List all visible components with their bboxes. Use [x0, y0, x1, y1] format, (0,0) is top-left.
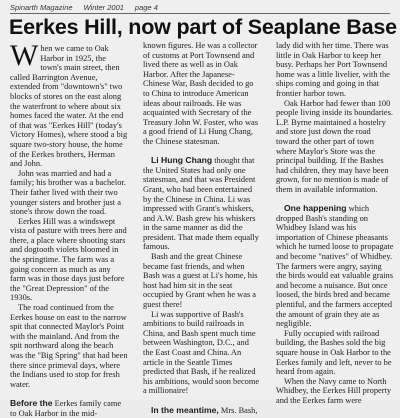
paragraph: Eerkes Hill was a windswept vista of pasture with trees here and there, a place where shooting stars and dogtooth violets bloomed in the springtime. The farm was a going concern as much as any farm was in those days just before the "Great Depression" of the 1930s.: [10, 216, 127, 303]
magazine-name: Spinarth Magazine: [10, 3, 73, 12]
issue-date: Winter 2001: [83, 3, 124, 12]
paragraph: Fully occupied with railroad building, the Bashes sold the big square house in Oak Harbor to the Eerkes family and left, never to be heard from again.: [276, 328, 392, 377]
drop-cap: W: [10, 39, 39, 72]
paragraph: Li was supportive of Bash's ambitions to build railroads in China, and Bash spent much time between Washington, D.C., and the East Coast and China. An article in the Seattle Times predicted that Bash, if he realized his ambitions, would soon become a millionaire!: [143, 309, 260, 396]
subhead: In the meantime,: [151, 404, 219, 415]
subhead: Before the: [10, 397, 53, 408]
header-rule: [10, 13, 390, 14]
paragraph: The road continued from the Eerkes house on east to the narrow spit that connected Maylor's Point with the mainland. And from the spit northward along the beach was the "Big Spring" that had been there since primeval days, where the Indians used to stop for fresh water.: [10, 303, 128, 389]
paragraph: When the Navy came to North Whidbey, the Eerkes Hill property and the Eerkes farm were: [276, 376, 392, 405]
column-1: [10, 39, 128, 418]
paragraph: lady did with her time. There was little in Oak Harbor to keep her busy. Perhaps her Port Townsend home was a little livelier, with the ships coming and going in that frontier harbor town.: [276, 41, 390, 98]
paragraph: Before the Eerkes family came to Oak Harbor in the mid-: [10, 397, 122, 418]
subhead: Li Hung Chang: [151, 155, 213, 166]
paragraph: known figures. He was a collector of customs at Port Townsend and lived there as well as in Oak Harbor. After the Japanese-Chinese War, Bash decided to go to China to introduce American ideas about railroads. He was acquainted with Secretary of the Treasury John W. Foster, who was a good friend of Li Hung Chang, the Chinese statesman.: [143, 41, 258, 146]
running-header: [10, 3, 385, 12]
paragraph: Li Hung Chang thought that the United States had only one statesman, and that was President Grant, who had been entertained by the Chinese in China. Li was impressed with Grant's whiskers, and A.W. Bash grew his whiskers in the same manner as did the president. That made them equally famous.: [143, 155, 259, 252]
paragraph: Oak Harbor had fewer than 100 people living inside its boundaries. L.P. Byrne maintained a hostelry and store just down the road toward the other part of town where Maylor's Store was the principal building. If the Bashes had children, they may have been grown, for no mention is made of them in available information.: [276, 98, 394, 194]
paragraph: When we came to Oak Harbor in 1925, the town's main street, then called Barrington Avenue, extended from "downtown's" two blocks of stores on the east along the waterfront to where about six homes faced the water. At the end of that was "Eerkes Hill" (today's Victory Homes), where stood a big square two-story house, the home of the Eerkes brothers, Herman and John.: [10, 39, 128, 169]
subhead: One happening: [284, 203, 347, 214]
page-number: page 4: [134, 3, 158, 12]
article-headline: Eerkes Hill, now part of Seaplane Base: [9, 15, 397, 39]
column-2: [143, 41, 261, 415]
paragraph: Bash and the great Chinese became fast friends, and when Bash was a guest at Li's home, his host had him sit in the seat occupied by Grant when he was a guest there!: [143, 252, 258, 310]
paragraph: In the meantime, Mrs. Bash,: [151, 404, 258, 415]
column-3: [276, 41, 394, 406]
paragraph: One happening which dropped Bash's standing on Whidbey Island was his importation of Chinese pheasants which he turned loose to propagate and become "natives" of Whidbey. The farmers were angry, saying the birds would eat valuable grains and become a nuisance. But once loosed, the birds bred and became plentiful, and the farmers accepted the amount of grain they ate as negligible.: [276, 203, 394, 329]
paragraph: John was married and had a family; his brother was a bachelor. Their father lived with their two younger sisters and brother just a stone's throw down the road.: [10, 168, 126, 217]
